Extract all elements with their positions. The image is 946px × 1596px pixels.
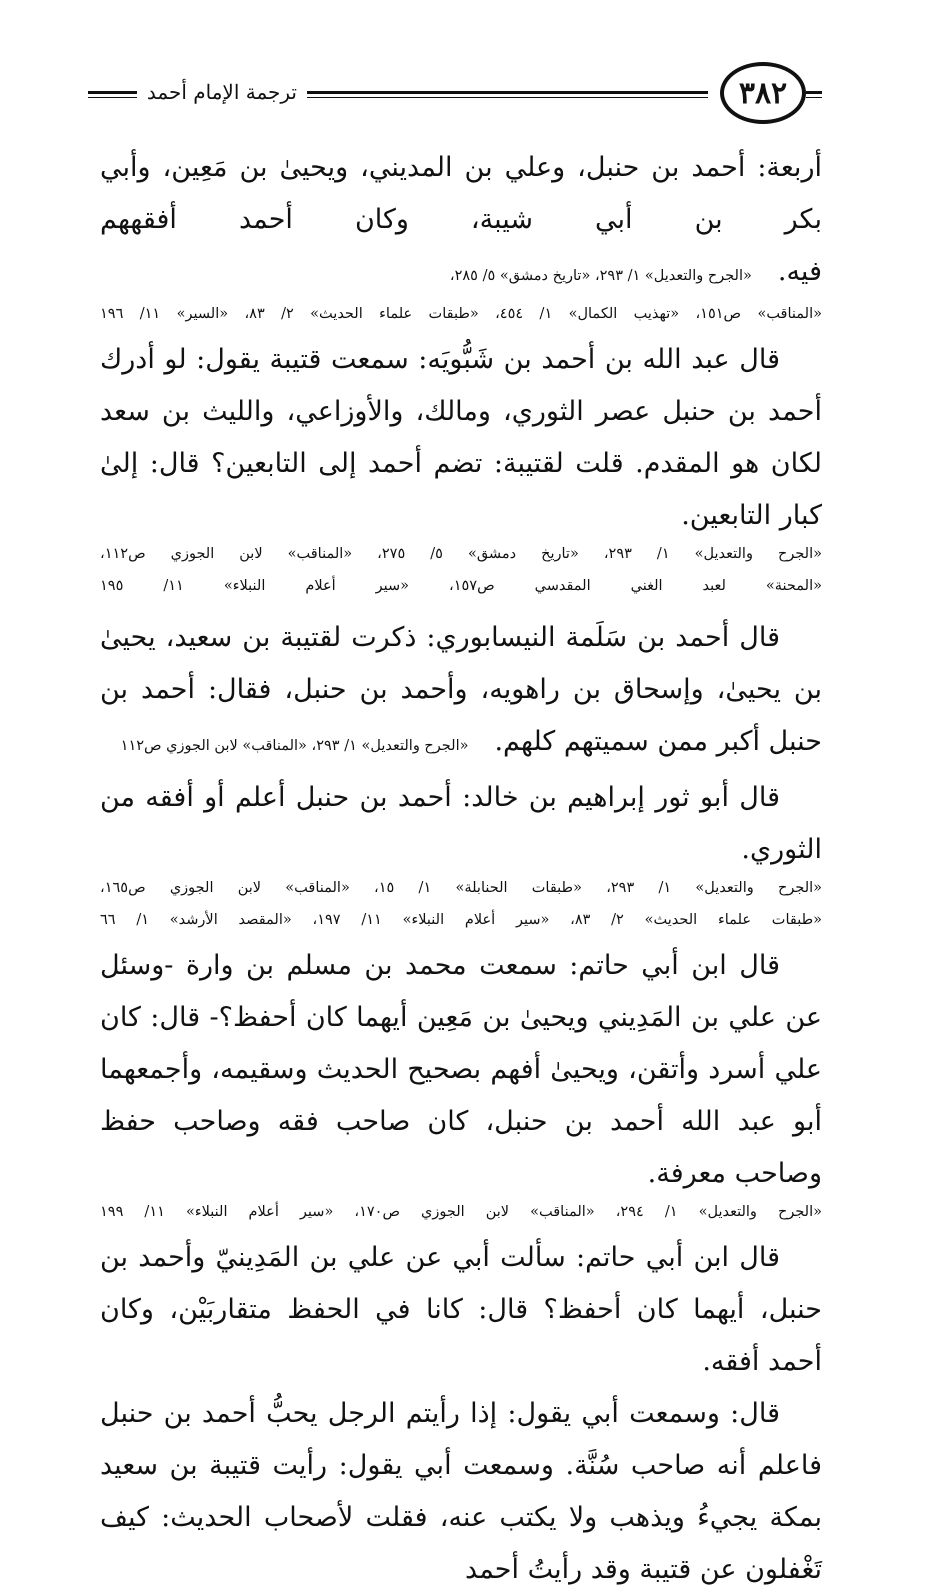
paragraph-1-reference: «المناقب» ص١٥١، «تهذيب الكمال» ١/ ٤٥٤، «طبقات علماء الحديث» ٢/ ٨٣، «السير» ١١/ ١٩٦	[100, 306, 822, 322]
paragraph-5-reference: «الجرح والتعديل» ١/ ٢٩٤، «المناقب» لابن الجوزي ص١٧٠، «سير أعلام النبلاء» ١١/ ١٩٩	[100, 1204, 822, 1220]
paragraph-2-text: قال عبد الله بن أحمد بن شَبُّويَه: سمعت قتيبة يقول: لو أدرك أحمد بن حنبل عصر الثوري، ومالك، والأوزاعي، والليث بن سعد لكان هو المقدم. قلت لقتيبة: تضم أحمد إلى التابعين؟ قال: إلىٰ كبار التابعين.	[100, 344, 822, 531]
paragraph-4-text: قال أبو ثور إبراهيم بن خالد: أحمد بن حنبل أعلم أو أفقه من الثوري.	[100, 782, 822, 865]
page-number: ٣٨٢	[720, 62, 806, 124]
paragraph-5	[100, 940, 822, 1200]
paragraph-1	[100, 142, 822, 302]
paragraph-2-reference-2: «المحنة» لعبد الغني المقدسي ص١٥٧، «سير أعلام النبلاء» ١١/ ١٩٥	[100, 578, 822, 594]
spacer	[100, 932, 822, 940]
spacer	[100, 598, 822, 612]
paragraph-3-text: قال أحمد بن سَلَمة النيسابوري: ذكرت لقتيبة بن سعيد، يحيىٰ بن يحيىٰ، وإسحاق بن راهويه، وأحمد بن حنبل، فقال: أحمد بن حنبل أكبر ممن سميتهم كلهم.	[100, 622, 822, 757]
paragraph-7	[100, 1388, 822, 1596]
spacer	[100, 900, 822, 908]
paragraph-4-reference-2: «طبقات علماء الحديث» ٢/ ٨٣، «سير أعلام النبلاء» ١١/ ١٩٧، «المقصد الأرشد» ١/ ٦٦	[100, 912, 822, 928]
paragraph-4-reference-1: «الجرح والتعديل» ١/ ٢٩٣، «طبقات الحنابلة» ١/ ١٥، «المناقب» لابن الجوزي ص١٦٥،	[100, 880, 823, 896]
paragraph-5-text: قال ابن أبي حاتم: سمعت محمد بن مسلم بن وارة -وسئل عن علي بن المَدِيني ويحيىٰ بن مَعِين أيهما كان أحفظ؟- قال: كان علي أسرد وأتقن، ويحيىٰ أفهم بصحيح الحديث وسقيمه، وأجمعهما أبو عبد الله أحمد بن حنبل، كان صاحب فقه وصاحب حفظ وصاحب معرفة.	[100, 950, 822, 1189]
page-body	[100, 142, 822, 1596]
paragraph-1-inline-reference: «الجرح والتعديل» ١/ ٢٩٣، «تاريخ دمشق» ٥/ ٢٨٥،	[449, 268, 752, 284]
spacer	[100, 1224, 822, 1232]
paragraph-7-text: قال: وسمعت أبي يقول: إذا رأيتم الرجل يحبُّ أحمد بن حنبل فاعلم أنه صاحب سُنَّة. وسمعت أبي يقول: رأيت قتيبة بن سعيد بمكة يجيءُ ويذهب ولا يكتب عنه، فقلت لأصحاب الحديث: كيف تَغْفلون عن قتيبة وقد رأيتُ أحمد	[100, 1398, 822, 1585]
paragraph-6-text: قال ابن أبي حاتم: سألت أبي عن علي بن المَدِينيّ وأحمد بن حنبل، أيهما كان أحفظ؟ قال: كانا في الحفظ متقاربَيْن، وكان أحمد أفقه.	[100, 1242, 822, 1377]
running-title: ترجمة الإمام أحمد	[137, 80, 307, 104]
paragraph-2-reference-1: «الجرح والتعديل» ١/ ٢٩٣، «تاريخ دمشق» ٥/ ٢٧٥، «المناقب» لابن الجوزي ص١١٢،	[100, 546, 822, 562]
paragraph-1-text: أربعة: أحمد بن حنبل، وعلي بن المديني، ويحيىٰ بن مَعِين، وأبي بكر بن أبي شيبة، وكان أحمد أفقههم فيه.	[100, 152, 822, 287]
spacer	[100, 566, 822, 574]
paragraph-2	[100, 334, 822, 542]
paragraph-3-inline-reference: «الجرح والتعديل» ١/ ٢٩٣، «المناقب» لابن الجوزي ص١١٢	[120, 738, 469, 754]
paragraph-3	[100, 612, 822, 772]
spacer	[100, 326, 822, 334]
header-rule-end	[806, 91, 822, 98]
page-header	[88, 62, 822, 128]
paragraph-4	[100, 772, 822, 876]
paragraph-6	[100, 1232, 822, 1388]
